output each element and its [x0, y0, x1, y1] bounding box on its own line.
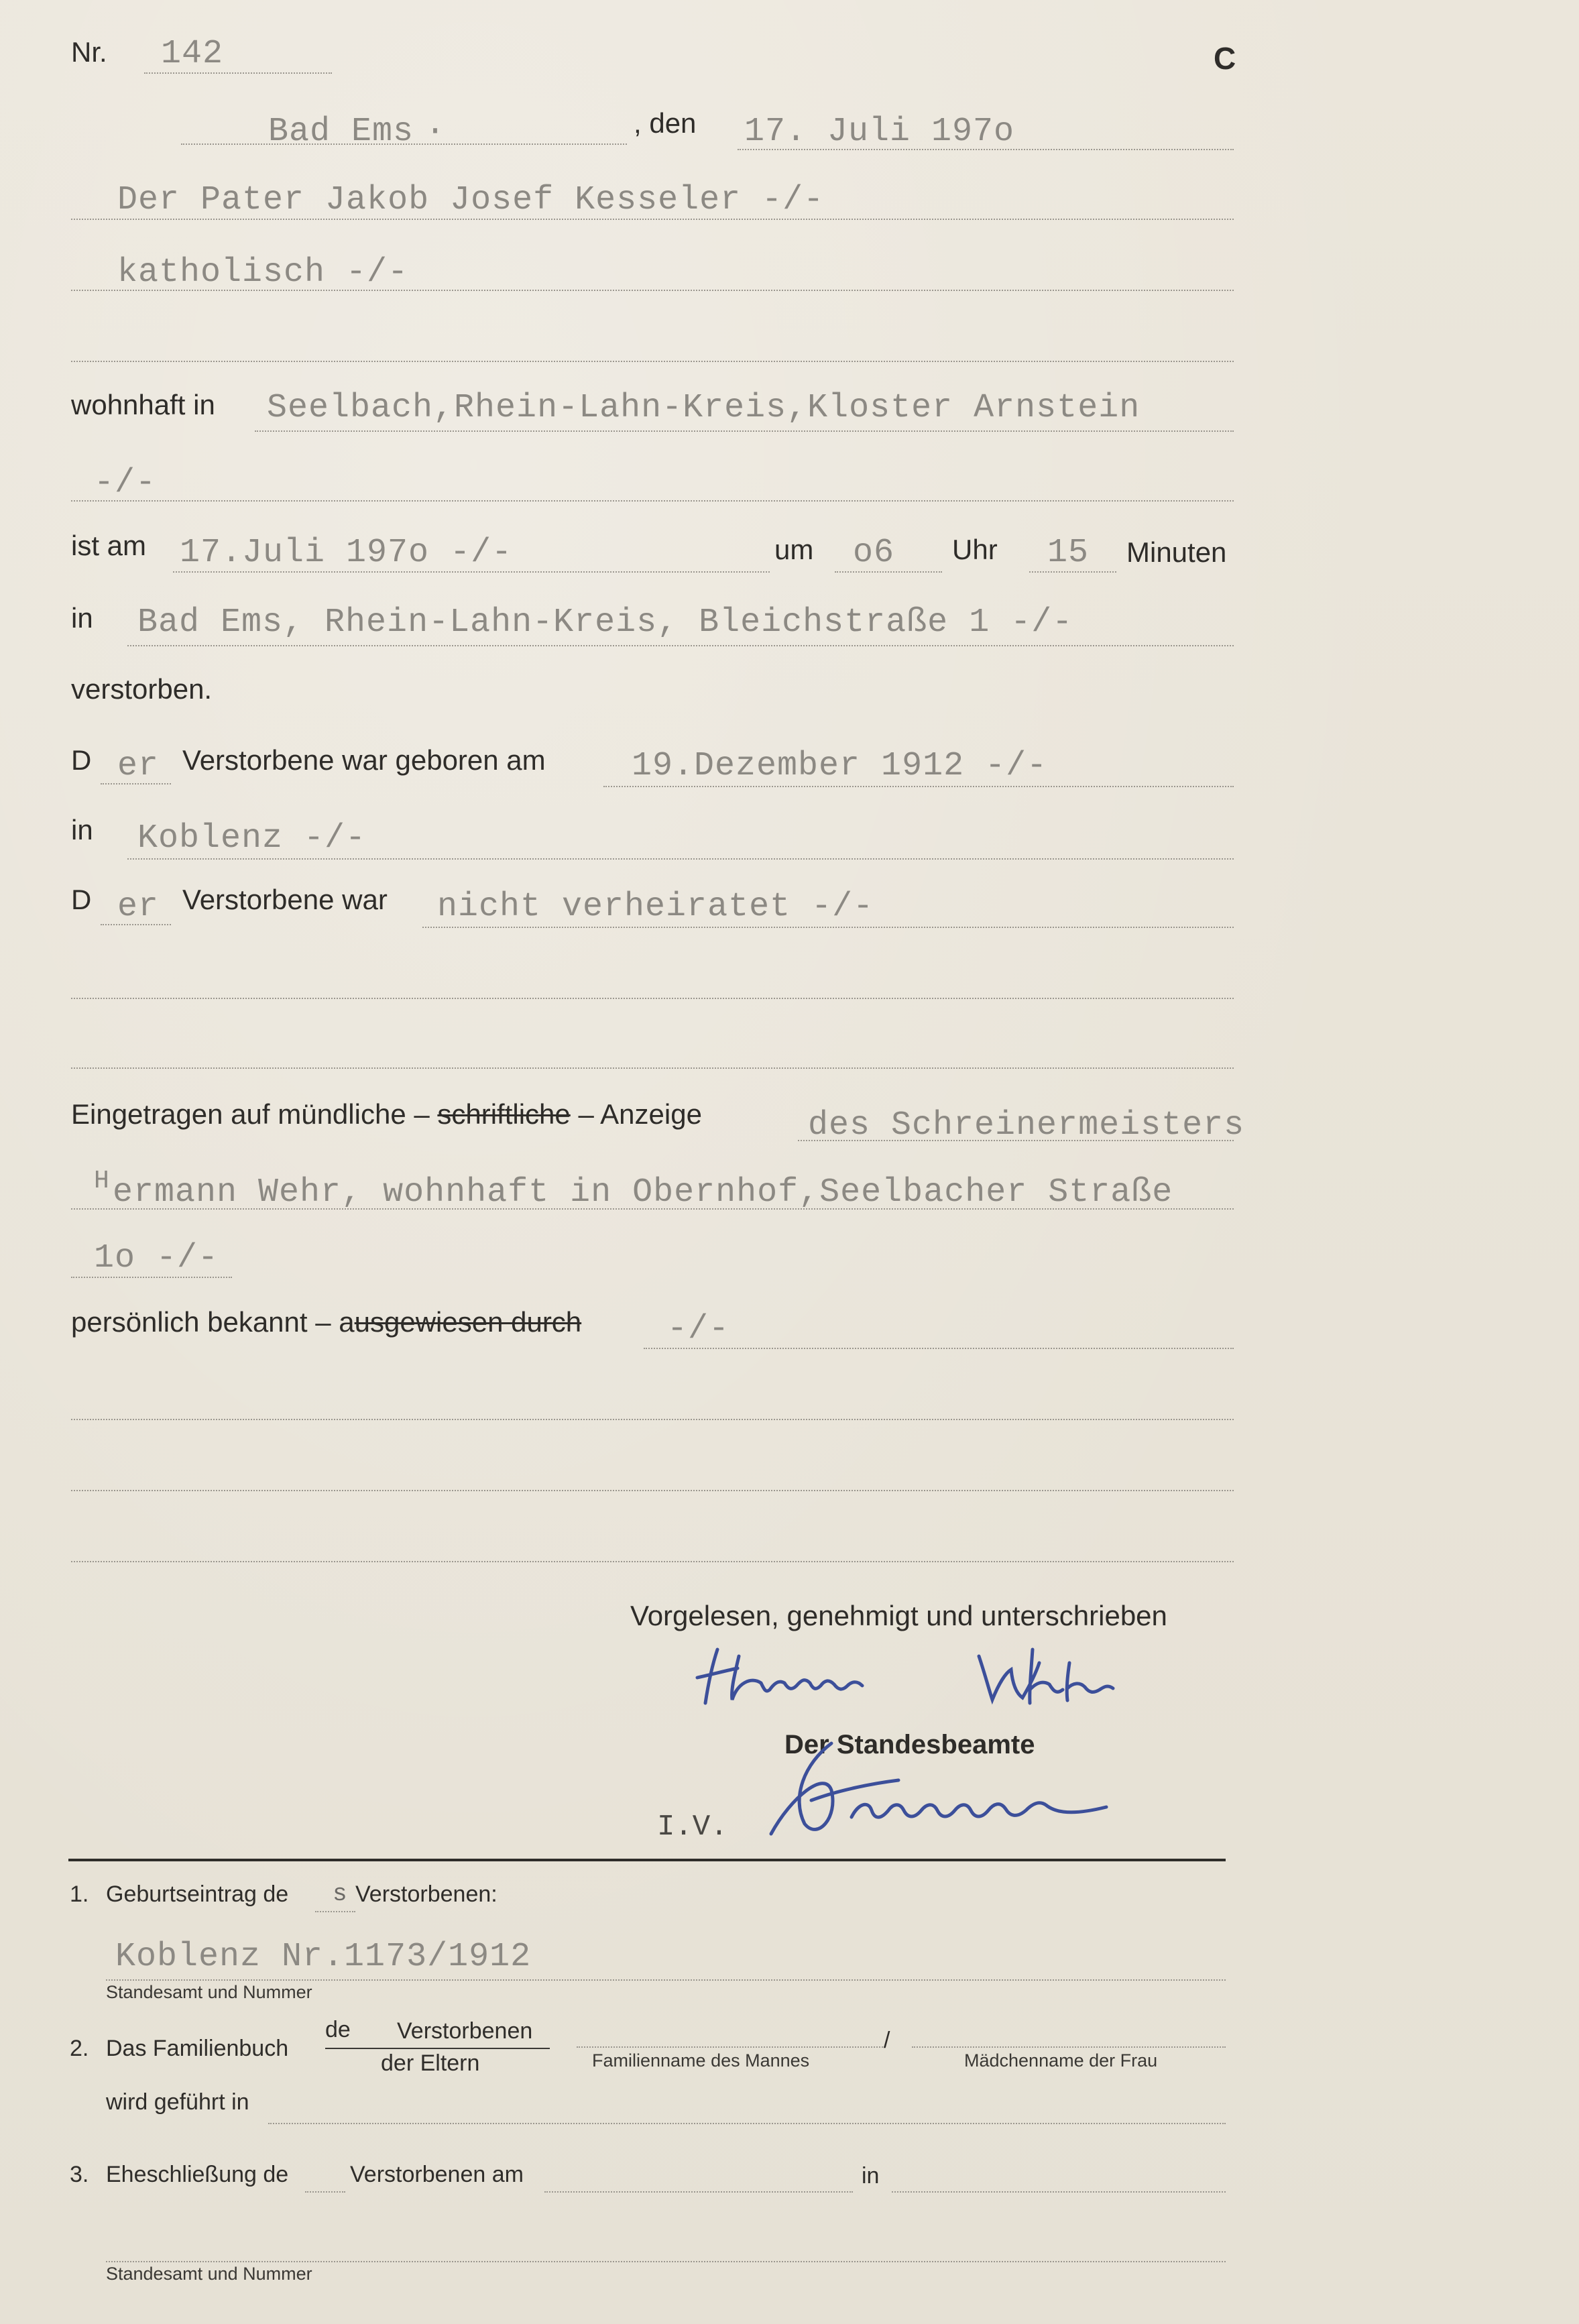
- marital-label: Verstorbene war: [182, 884, 388, 915]
- fb-wife-line: [912, 2046, 1226, 2048]
- person-name: Der Pater Jakob Josef Kesseler -/-: [117, 181, 825, 219]
- marriage-place-line: [892, 2191, 1226, 2193]
- footer-n3: 3.: [70, 2162, 89, 2187]
- birth-entry-label2: Verstorbenen:: [355, 1881, 498, 1907]
- marriage-label2: Verstorbenen am: [350, 2162, 524, 2187]
- read-approved-label: Vorgelesen, genehmigt und unterschrieben: [630, 1600, 1167, 1631]
- birth-entry-fill: s: [333, 1880, 347, 1908]
- birth-d-label: D: [71, 744, 92, 776]
- informant-signature: [691, 1636, 1140, 1710]
- nr-value: 142: [161, 35, 224, 73]
- fb-slash: /: [884, 2028, 890, 2053]
- date-value: 17. Juli 197o: [744, 113, 1015, 151]
- death-place: Bad Ems, Rhein-Lahn-Kreis, Bleichstraße 1 -/-: [137, 603, 1073, 642]
- registration-label-part1: Eingetragen auf mündliche –: [71, 1098, 430, 1130]
- marital-value: nicht verheiratet -/-: [437, 888, 874, 926]
- hour-line: [835, 571, 942, 573]
- birth-place-line: [127, 858, 1234, 860]
- fb-eltern: der Eltern: [381, 2050, 480, 2076]
- fb-de: de: [325, 2017, 351, 2042]
- birth-entry-line: [106, 1979, 1226, 1981]
- familienbuch-label: Das Familienbuch: [106, 2036, 289, 2061]
- blank-line-6: [71, 1561, 1234, 1562]
- death-in-label: in: [71, 602, 93, 634]
- fb-husband-caption: Familienname des Mannes: [592, 2050, 810, 2071]
- fb-wird-label: wird geführt in: [106, 2089, 249, 2115]
- birth-label: Verstorbene war geboren am: [182, 744, 546, 776]
- standesamt-nummer-caption-2: Standesamt und Nummer: [106, 2264, 312, 2284]
- birth-in-label: in: [71, 814, 93, 846]
- death-date-line: [173, 571, 770, 573]
- residence-cont: -/-: [94, 464, 157, 502]
- death-minute: 15: [1047, 534, 1090, 572]
- informant-line2-rule: [71, 1208, 1234, 1210]
- den-label: , den: [634, 107, 697, 139]
- name-line: [71, 219, 1234, 220]
- registration-label-part2: – Anzeige: [578, 1098, 702, 1130]
- religion-value: katholisch -/-: [117, 253, 409, 292]
- residence-line: [255, 430, 1234, 432]
- death-place-line: [127, 645, 1234, 646]
- iv-label: I.V.: [657, 1810, 728, 1844]
- blank-line-2: [71, 998, 1234, 999]
- marital-er-line: [101, 924, 171, 925]
- marriage-fill-line: [305, 2191, 345, 2193]
- official-signature: [751, 1717, 1126, 1851]
- corner-letter: C: [1214, 41, 1236, 76]
- footer-n2: 2.: [70, 2036, 89, 2061]
- minuten-label: Minuten: [1126, 536, 1227, 568]
- birth-date-line: [603, 786, 1234, 787]
- marriage-registry-line: [106, 2261, 1226, 2262]
- fb-verstorbenen: Verstorbenen: [397, 2018, 533, 2044]
- residence-label: wohnhaft in: [71, 389, 215, 420]
- known-line: [644, 1348, 1234, 1349]
- place-value: Bad Ems: [268, 113, 414, 151]
- blank-line-4: [71, 1419, 1234, 1420]
- informant-line3-rule: [71, 1277, 232, 1278]
- section-divider: [68, 1859, 1226, 1861]
- birth-er-fill: er: [117, 747, 160, 785]
- blank-line-1: [71, 361, 1234, 362]
- verstorben-label: verstorben.: [71, 673, 213, 705]
- standesamt-nummer-caption: Standesamt und Nummer: [106, 1982, 312, 2002]
- blank-line-5: [71, 1490, 1234, 1491]
- birth-er-line: [101, 783, 171, 785]
- nr-line: [144, 72, 332, 74]
- birth-entry-value: Koblenz Nr.1173/1912: [115, 1938, 532, 1976]
- birth-date: 19.Dezember 1912 -/-: [632, 747, 1048, 785]
- fb-wird-line: [268, 2123, 1226, 2124]
- marital-er-fill: er: [117, 888, 160, 926]
- fb-husband-line: [577, 2046, 885, 2048]
- registration-label-struck: schriftliche: [437, 1098, 571, 1130]
- informant-line3: 1o -/-: [94, 1239, 219, 1277]
- known-label: [71, 1306, 581, 1338]
- marriage-date-line: [544, 2191, 853, 2193]
- um-label: um: [774, 534, 814, 565]
- fb-wife-caption: Mädchenname der Frau: [964, 2050, 1158, 2071]
- known-label-part1: persönlich bekannt – a: [71, 1306, 355, 1338]
- registration-label: [71, 1098, 702, 1130]
- marital-line: [422, 927, 1234, 928]
- nr-label: Nr.: [71, 36, 107, 68]
- date-line: [738, 149, 1234, 150]
- informant-initial: H: [94, 1167, 110, 1196]
- religion-line: [71, 290, 1234, 291]
- marriage-label: Eheschließung de: [106, 2162, 289, 2187]
- informant-line1-rule: [798, 1140, 1234, 1141]
- ist-am-label: ist am: [71, 530, 147, 561]
- birth-entry-label: Geburtseintrag de: [106, 1881, 289, 1907]
- known-value: -/-: [667, 1310, 730, 1348]
- informant-line2: ermann Wehr, wohnhaft in Obernhof,Seelbacher Straße: [113, 1173, 1173, 1212]
- death-date: 17.Juli 197o -/-: [180, 534, 513, 572]
- known-label-struck: usgewiesen durch: [354, 1306, 582, 1338]
- death-hour: o6: [853, 534, 895, 572]
- official-title: Der Standesbeamte: [784, 1730, 1035, 1759]
- place-line: [181, 143, 627, 145]
- uhr-label: Uhr: [952, 534, 998, 565]
- marital-d-label: D: [71, 884, 92, 915]
- birth-entry-fill-line: [315, 1911, 355, 1912]
- birth-place: Koblenz -/-: [137, 819, 367, 858]
- informant-line1: des Schreinermeisters: [808, 1106, 1245, 1145]
- residence-cont-line: [71, 500, 1234, 502]
- fb-fraction-line: [325, 2048, 550, 2049]
- residence-value: Seelbach,Rhein-Lahn-Kreis,Kloster Arnstein: [267, 389, 1141, 427]
- place-dot: ·: [425, 113, 447, 151]
- minute-line: [1029, 571, 1116, 573]
- footer-n1: 1.: [70, 1881, 89, 1907]
- blank-line-3: [71, 1067, 1234, 1069]
- marriage-in-label: in: [862, 2163, 880, 2189]
